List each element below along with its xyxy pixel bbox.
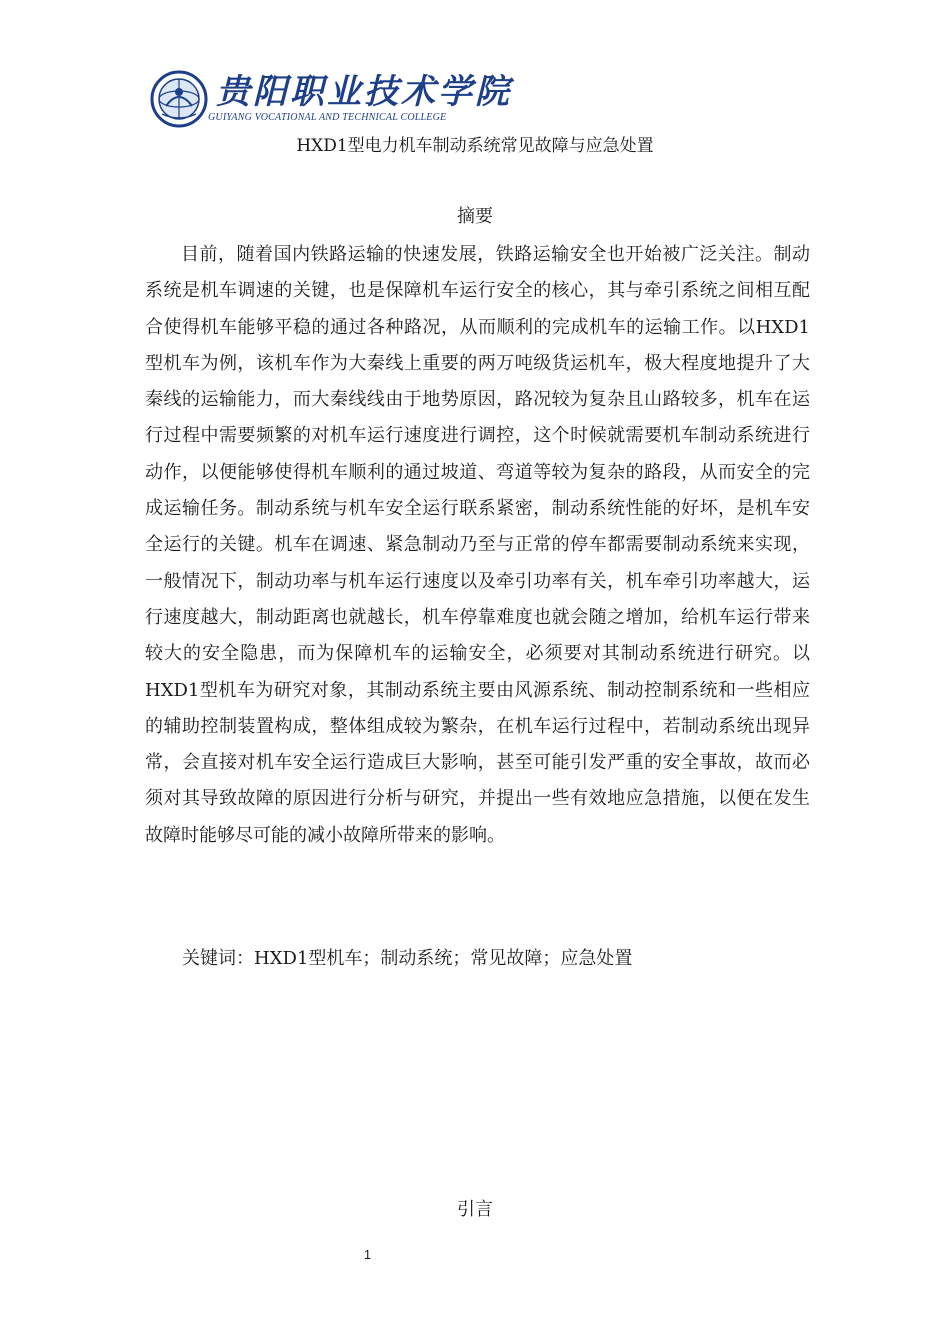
college-logo bbox=[150, 70, 520, 130]
page-number: 1 bbox=[363, 1247, 372, 1262]
college-name-en: GUIYANG VOCATIONAL AND TECHNICAL COLLEGE bbox=[208, 112, 447, 123]
document-title: HXD1型电力机车制动系统常见故障与应急处置 bbox=[296, 136, 654, 156]
college-emblem-icon bbox=[150, 70, 208, 128]
abstract-heading: 摘要 bbox=[457, 206, 493, 227]
introduction-heading: 引言 bbox=[457, 1199, 493, 1220]
abstract-paragraph: 目前，随着国内铁路运输的快速发展，铁路运输安全也开始被广泛关注。制动系统是机车调速的关键，也是保障机车运行安全的核心，其与牵引系统之间相互配合使得机车能够平稳的通过各种路况，从而顺利的完成机车的运输工作。以HXD1型机车为例，该机车作为大秦线上重要的两万吨级货运机车，极大程度地提升了大秦线的运输能力，而大秦线线由于地势原因，路况较为复杂且山路较多，机车在运行过程中需要频繁的对机车运行速度进行调控，这个时候就需要机车制动系统进行动作，以便能够使得机车顺利的通过坡道、弯道等较为复杂的路段，从而安全的完成运输任务。制动系统与机车安全运行联系紧密，制动系统性能的好坏，是机车安全运行的关键。机车在调速、紧急制动乃至与正常的停车都需要制动系统来实现，一般情况下，制动功率与机车运行速度以及牵引功率有关，机车牵引功率越大，运行速度越大，制动距离也就越长，机车停靠难度也就会随之增加，给机车运行带来较大的安全隐患，而为保障机车的运输安全，必须要对其制动系统进行研究。以HXD1型机车为研究对象，其制动系统主要由风源系统、制动控制系统和一些相应的辅助控制装置构成，整体组成较为繁杂，在机车运行过程中，若制动系统出现异常，会直接对机车安全运行造成巨大影响，甚至可能引发严重的安全事故，故而必须对其导致故障的原因进行分析与研究，并提出一些有效地应急措施，以便在发生故障时能够尽可能的减小故障所带来的影响。 bbox=[145, 244, 810, 846]
college-name-cn: 贵阳职业技术学院 bbox=[216, 72, 512, 112]
keywords-line: 关键词：HXD1型机车；制动系统；常见故障；应急处置 bbox=[182, 948, 633, 969]
